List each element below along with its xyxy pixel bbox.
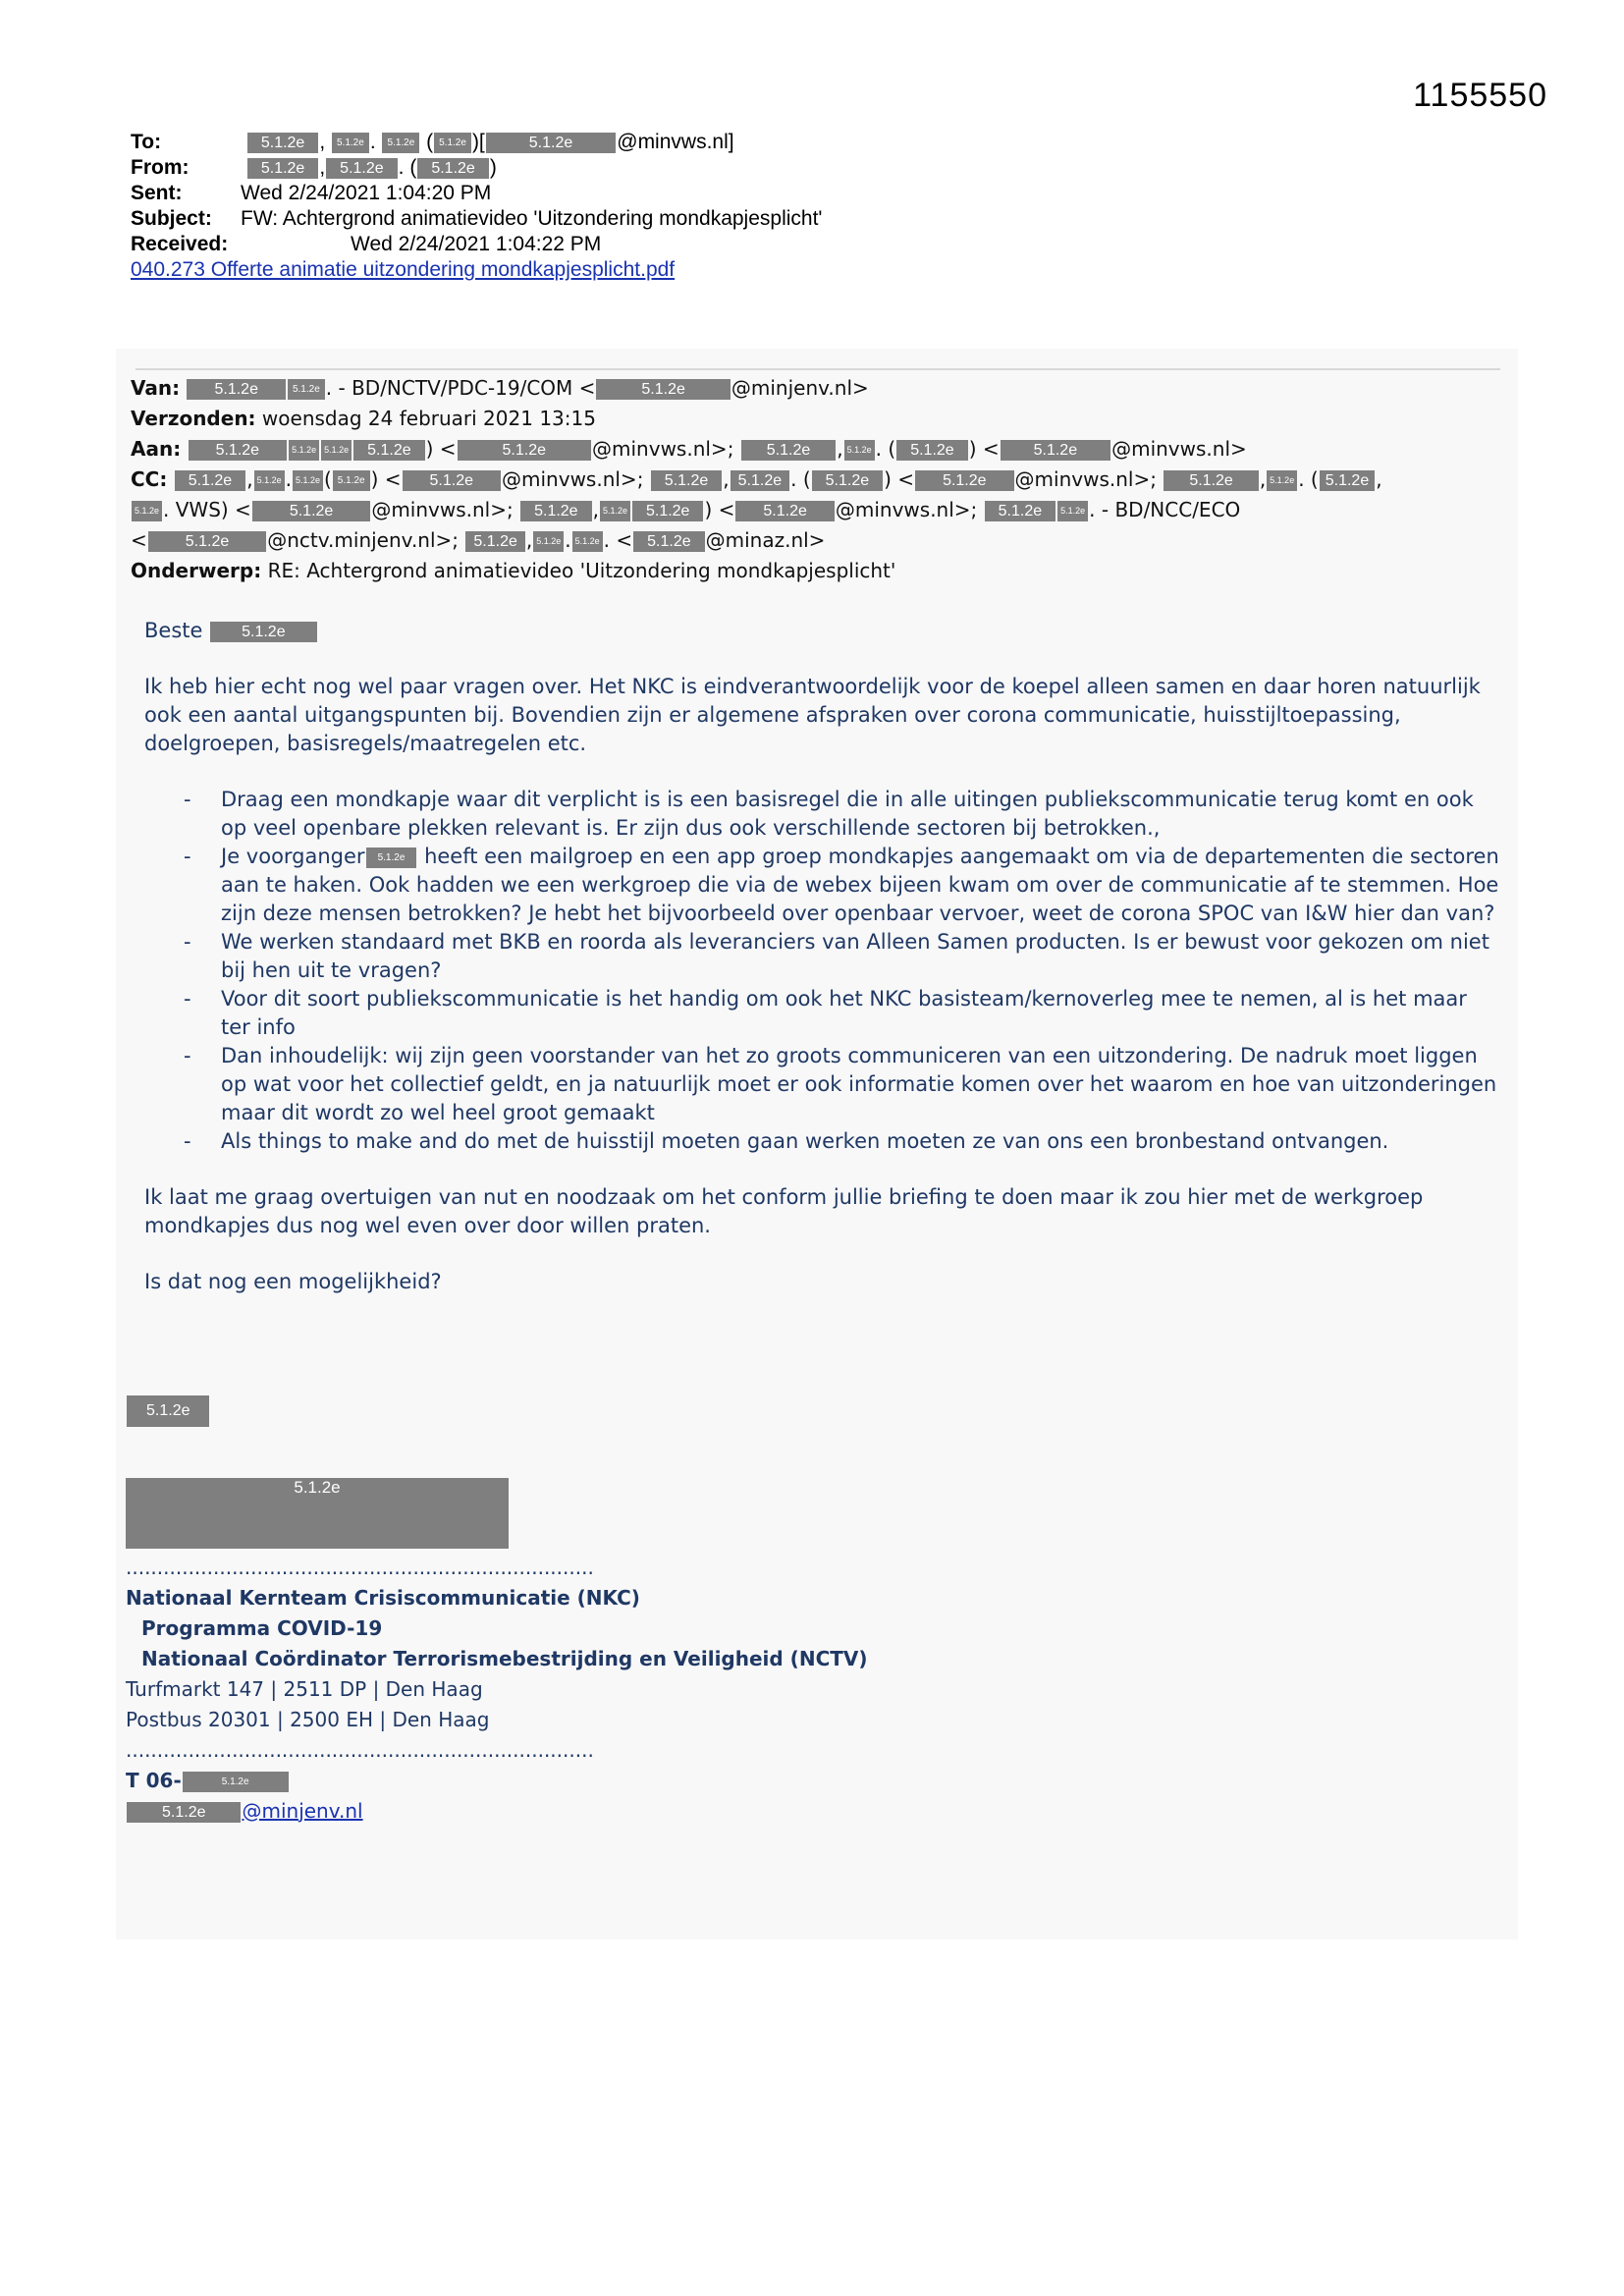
cc-domain-3: @minvws.nl>; bbox=[371, 498, 514, 521]
redaction: 5.1.2e bbox=[293, 470, 323, 491]
redaction: 5.1.2e bbox=[896, 440, 967, 461]
onderwerp-value: RE: Achtergrond animatievideo 'Uitzondering mondkapjesplicht' bbox=[267, 559, 896, 582]
redaction: 5.1.2e bbox=[210, 622, 316, 642]
redaction: 5.1.2e bbox=[403, 470, 501, 491]
list-item: - Draag een mondkapje waar dit verplicht is is een basisregel die in alle uitingen publiekscommunicatie terug komt en ook op veel openbare plekken relevant is. Er zijn dus ook verschillende sectoren bij betrokken., bbox=[221, 786, 1499, 843]
org-nkc: Nationaal Kernteam Crisiscommunicatie (NKC) bbox=[126, 1585, 640, 1610]
list-item: - Als things to make and do met de huisstijl moeten gaan werken moeten ze van ons een bronbestand ontvangen. bbox=[221, 1127, 1499, 1156]
subject-label: Subject: bbox=[131, 207, 212, 230]
received-label: Received: bbox=[131, 233, 229, 255]
greeting-line bbox=[144, 617, 1499, 645]
redaction: 5.1.2e bbox=[187, 379, 285, 400]
redaction: 5.1.2e bbox=[458, 440, 591, 461]
redaction: 5.1.2e bbox=[735, 501, 834, 521]
aan-domain-2: @minvws.nl> bbox=[1111, 437, 1247, 461]
van-row bbox=[131, 373, 1525, 404]
redaction: 5.1.2e bbox=[127, 1395, 209, 1427]
redaction: 5.1.2e bbox=[915, 470, 1013, 491]
bullet2-rest: heeft een mailgroep en een app groep mondkapjes aangemaakt om via de departementen die sectoren aan te haken. Ook hadden we een werkgroep die via de webex bijeen kwam om over de communicatie af te stemmen. Hoe zijn deze mensen betrokken? Je hebt het bijvoorbeeld over openbaar vervoer, weet de corona SPOC van I&W hier dan van? bbox=[221, 845, 1499, 925]
closing-paragraph: Ik laat me graag overtuigen van nut en noodzaak om het conform jullie briefing te doen maar ik zou hier met de werkgroep mondkapjes dus nog wel even over door willen praten. bbox=[144, 1185, 1424, 1237]
redaction: 5.1.2e bbox=[572, 531, 603, 552]
redaction: 5.1.2e bbox=[632, 501, 703, 521]
org-programma: Programma COVID-19 bbox=[141, 1615, 383, 1640]
forwarded-meta bbox=[131, 373, 1525, 586]
address-visit: Turfmarkt 147 | 2511 DP | Den Haag bbox=[126, 1676, 483, 1701]
redaction: 5.1.2e bbox=[417, 158, 488, 179]
redaction: 5.1.2e bbox=[434, 133, 471, 153]
redaction: 5.1.2e bbox=[651, 470, 722, 491]
cc-domain-1: @minvws.nl>; bbox=[502, 467, 644, 491]
verzonden-row bbox=[131, 404, 1525, 434]
org-nctv: Nationaal Coördinator Terrorismebestrijding en Veiligheid (NCTV) bbox=[141, 1646, 868, 1670]
phone-line bbox=[126, 1766, 868, 1796]
redaction: 5.1.2e bbox=[254, 470, 285, 491]
redaction: 5.1.2e bbox=[189, 440, 287, 461]
list-item: - Dan inhoudelijk: wij zijn geen voorstander van het zo groots communiceren van een uitzondering. De nadruk moet liggen op wat voor het collectief geldt, en ja natuurlijk moet er ook informatie komen over het waarom en hoe van uitzonderingen maar dit wordt zo wel heel groot gemaakt bbox=[221, 1042, 1499, 1127]
redaction: 5.1.2e bbox=[985, 501, 1056, 521]
list-item: - We werken standaard met BKB en roorda als leveranciers van Alleen Samen producten. Is er bewust voor gekozen om niet bij hen uit te vragen? bbox=[221, 928, 1499, 985]
cc-domain-6: @minaz.nl> bbox=[705, 528, 826, 552]
redaction: 5.1.2e bbox=[247, 133, 318, 153]
subject-row bbox=[131, 206, 822, 232]
signature-block bbox=[126, 1394, 868, 1827]
list-item: - Voor dit soort publiekscommunicatie is het handig om ook het NKC basisteam/kernoverleg mee te nemen, al is het maar ter info bbox=[221, 985, 1499, 1042]
cc-row-2: 5.1.2e . VWS) < 5.1.2e @minvws.nl>; 5.1.2e , 5.1.2e 5.1.2e ) < 5.1.2e @minvws.nl>; 5.1.2e 5.1.2e . - BD/NCC/ECO bbox=[131, 495, 1525, 525]
verzonden-value: woensdag 24 februari 2021 13:15 bbox=[261, 407, 596, 430]
redaction: 5.1.2e bbox=[731, 470, 789, 491]
verzonden-label: Verzonden: bbox=[131, 407, 256, 430]
phone-prefix: T 06- bbox=[126, 1768, 182, 1792]
intro-paragraph: Ik heb hier echt nog wel paar vragen over. Het NKC is eindverantwoordelijk voor de koepel alleen samen en daar horen natuurlijk ook een aantal uitgangspunten bij. Bovendien zijn er algemene afspraken over corona communicatie, huisstijltoepassing, doelgroepen, basisregels/maatregelen etc. bbox=[144, 675, 1481, 755]
list-item bbox=[221, 843, 1499, 928]
address-post: Postbus 20301 | 2500 EH | Den Haag bbox=[126, 1707, 490, 1731]
aan-domain-1: @minvws.nl>; bbox=[592, 437, 734, 461]
redaction: 5.1.2e bbox=[148, 531, 266, 552]
cc-row-1: CC: 5.1.2e , 5.1.2e . 5.1.2e ( 5.1.2e ) < 5.1.2e @minvws.nl>; 5.1.2e , 5.1.2e . ( 5.1.2e ) < 5.1.2e @minvws.nl>; 5.1.2e , 5.1.2e . ( 5.1.2e , bbox=[131, 467, 1382, 491]
onderwerp-row bbox=[131, 556, 1525, 586]
received-value: Wed 2/24/2021 1:04:22 PM bbox=[351, 233, 602, 255]
sent-row bbox=[131, 181, 822, 206]
bullet2-start: Je voorganger bbox=[221, 845, 365, 868]
cc-vws: . VWS) < bbox=[163, 498, 251, 521]
redaction: 5.1.2e bbox=[812, 470, 883, 491]
separator-dots: ........................................................................... bbox=[126, 1555, 594, 1579]
redaction: 5.1.2e bbox=[1320, 470, 1375, 491]
redaction: 5.1.2e bbox=[247, 158, 318, 179]
redaction: 5.1.2e bbox=[633, 531, 704, 552]
redaction: 5.1.2e bbox=[126, 1478, 509, 1549]
to-label: To: bbox=[131, 131, 162, 153]
redaction: 5.1.2e bbox=[1164, 470, 1258, 491]
redaction: 5.1.2e bbox=[741, 440, 836, 461]
redaction: 5.1.2e bbox=[183, 1772, 289, 1792]
message-body bbox=[144, 617, 1499, 1324]
redaction: 5.1.2e bbox=[1001, 440, 1110, 461]
redaction: 5.1.2e bbox=[533, 531, 564, 552]
van-label: Van: bbox=[131, 376, 181, 400]
van-domain: @minjenv.nl> bbox=[731, 376, 869, 400]
redaction: 5.1.2e bbox=[252, 501, 370, 521]
bullet-list bbox=[144, 786, 1499, 1156]
attachment-link[interactable]: 040.273 Offerte animatie uitzondering mondkapjesplicht.pdf bbox=[131, 258, 676, 281]
aan-row: Aan: 5.1.2e 5.1.2e 5.1.2e 5.1.2e ) < 5.1.2e @minvws.nl>; 5.1.2e , 5.1.2e . ( 5.1.2e ) < 5.1.2e @minvws.nl> bbox=[131, 437, 1247, 461]
redaction: 5.1.2e bbox=[288, 379, 325, 400]
redaction: 5.1.2e bbox=[332, 133, 369, 153]
redaction: 5.1.2e bbox=[600, 501, 630, 521]
redaction: 5.1.2e bbox=[132, 501, 162, 521]
greeting: Beste bbox=[144, 619, 203, 642]
closing-question: Is dat nog een mogelijkheid? bbox=[144, 1270, 442, 1293]
redaction: 5.1.2e bbox=[321, 440, 352, 461]
redaction: 5.1.2e bbox=[382, 133, 419, 153]
redaction: 5.1.2e bbox=[520, 501, 591, 521]
redaction: 5.1.2e bbox=[366, 847, 417, 868]
redaction: 5.1.2e bbox=[596, 379, 730, 400]
from-label: From: bbox=[131, 156, 189, 179]
redaction: 5.1.2e bbox=[326, 158, 397, 179]
to-domain: @minvws.nl] bbox=[617, 131, 734, 153]
cc-domain-2: @minvws.nl>; bbox=[1014, 467, 1157, 491]
cc-row-3: < 5.1.2e @nctv.minjenv.nl>; 5.1.2e , 5.1.2e . 5.1.2e . < 5.1.2e @minaz.nl> bbox=[131, 528, 826, 552]
cc-bd-ncc: . - BD/NCC/ECO bbox=[1089, 498, 1241, 521]
redaction: 5.1.2e bbox=[844, 440, 875, 461]
redaction: 5.1.2e bbox=[289, 440, 319, 461]
document-id: 1155550 bbox=[1413, 77, 1547, 114]
email-header bbox=[131, 130, 822, 283]
redaction: 5.1.2e bbox=[175, 470, 245, 491]
sent-label: Sent: bbox=[131, 182, 183, 204]
van-org: . - BD/NCTV/PDC-19/COM < bbox=[325, 376, 596, 400]
cc-label: CC: bbox=[131, 467, 168, 491]
from-row: From: 5.1.2e , 5.1.2e . ( 5.1.2e ) bbox=[131, 156, 497, 179]
redaction: 5.1.2e bbox=[465, 531, 524, 552]
email-link[interactable]: @minjenv.nl bbox=[242, 1798, 363, 1823]
cc-domain-4: @minvws.nl>; bbox=[835, 498, 978, 521]
redaction: 5.1.2e bbox=[1057, 501, 1088, 521]
sent-value: Wed 2/24/2021 1:04:20 PM bbox=[241, 182, 492, 204]
redaction: 5.1.2e bbox=[1267, 470, 1297, 491]
aan-label: Aan: bbox=[131, 437, 182, 461]
subject-value: FW: Achtergrond animatievideo 'Uitzondering mondkapjesplicht' bbox=[241, 207, 823, 230]
redaction: 5.1.2e bbox=[333, 470, 370, 491]
redaction: 5.1.2e bbox=[127, 1802, 241, 1823]
to-row: To: 5.1.2e , 5.1.2e . 5.1.2e ( 5.1.2e )[ 5.1.2e @minvws.nl] bbox=[131, 131, 734, 153]
sender-name-line bbox=[126, 1394, 868, 1427]
email-line bbox=[126, 1796, 868, 1827]
separator-dots: ........................................................................... bbox=[126, 1737, 594, 1762]
received-row bbox=[131, 232, 822, 257]
attachment-row bbox=[131, 257, 822, 283]
onderwerp-label: Onderwerp: bbox=[131, 559, 262, 582]
divider bbox=[135, 368, 1500, 370]
redaction: 5.1.2e bbox=[353, 440, 424, 461]
redaction: 5.1.2e bbox=[486, 133, 616, 153]
cc-domain-5: @nctv.minjenv.nl>; bbox=[267, 528, 460, 552]
